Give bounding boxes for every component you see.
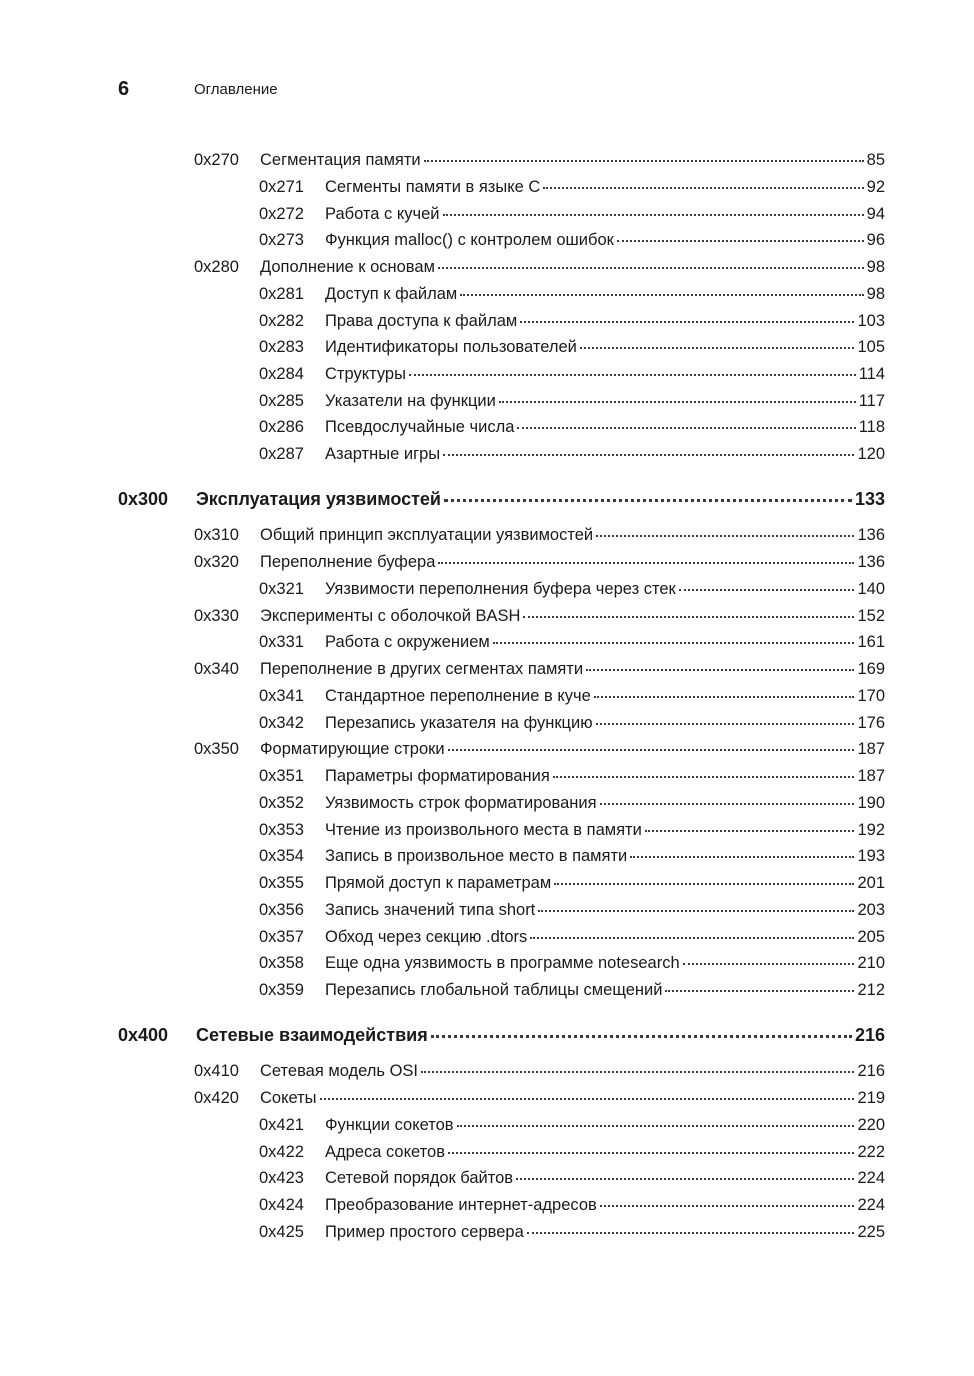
toc-entry[interactable]: [0, 255, 974, 279]
toc-entry-page: 161: [857, 633, 885, 651]
toc-entry[interactable]: [0, 764, 974, 788]
toc-entry-code: 0x282: [259, 312, 304, 330]
toc-entry[interactable]: [0, 925, 974, 949]
toc-entry-page: 203: [857, 901, 885, 919]
toc-entry-page: 98: [866, 285, 885, 303]
toc-entry-leader: [325, 202, 885, 226]
toc-entry-title: Функция malloc() с контролем ошибок: [325, 231, 614, 249]
toc-entry-leader: [325, 309, 885, 333]
toc-entry-page: 117: [858, 392, 885, 410]
toc-entry-title: Функции сокетов: [325, 1116, 454, 1134]
toc-entry-page: 152: [857, 607, 885, 625]
toc-entry-title: Преобразование интернет-адресов: [325, 1196, 597, 1214]
toc-entry-page: 210: [857, 954, 885, 972]
toc-entry[interactable]: [0, 228, 974, 252]
toc-entry[interactable]: [0, 844, 974, 868]
toc-entry[interactable]: [0, 898, 974, 922]
toc-entry-title: Форматирующие строки: [260, 740, 445, 758]
toc-entry-code: 0x321: [259, 580, 304, 598]
toc-entry-leader: [260, 1059, 885, 1083]
toc-entry-leader: [325, 871, 885, 895]
toc-entry-leader: [260, 604, 885, 628]
toc-entry-code: 0x286: [259, 418, 304, 436]
toc-entry[interactable]: [0, 711, 974, 735]
toc-entry-page: 169: [857, 660, 885, 678]
toc-entry-leader: [325, 415, 885, 439]
toc-entry-page: 140: [857, 580, 885, 598]
toc-entry-leader: [325, 175, 885, 199]
toc-entry-leader: [325, 1140, 885, 1164]
toc-entry[interactable]: [0, 148, 974, 172]
toc-entry-page: 220: [857, 1116, 885, 1134]
toc-entry[interactable]: [0, 282, 974, 306]
toc-entry-code: 0x357: [259, 928, 304, 946]
page-number: 6: [118, 78, 130, 100]
toc-entry[interactable]: [0, 818, 974, 842]
toc-entry[interactable]: [0, 1220, 974, 1244]
toc-entry[interactable]: [0, 737, 974, 761]
toc-entry-leader: [260, 737, 885, 761]
toc-entry-title: Перезапись указателя на функцию: [325, 714, 593, 732]
toc-entry-code: 0x420: [194, 1089, 239, 1107]
toc-entry-leader: [325, 577, 885, 601]
toc-entry-title: Переполнение буфера: [260, 553, 436, 571]
toc-entry-code: 0x350: [194, 740, 239, 758]
toc-entry-code: 0x310: [194, 526, 239, 544]
toc-entry[interactable]: [0, 871, 974, 895]
toc-entry-page: 98: [866, 258, 885, 276]
toc-entry-leader: [260, 255, 885, 279]
toc-entry-code: 0x355: [259, 874, 304, 892]
toc-entry-title: Сегментация памяти: [260, 151, 421, 169]
toc-entry-page: 224: [857, 1169, 885, 1187]
toc-entry[interactable]: [0, 684, 974, 708]
toc-entry-title: Обход через секцию .dtors: [325, 928, 528, 946]
toc-entry-code: 0x423: [259, 1169, 304, 1187]
toc-entry-title: Адреса сокетов: [325, 1143, 445, 1161]
toc-entry-title: Общий принцип эксплуатации уязвимостей: [260, 526, 594, 544]
toc-entry-title: Параметры форматирования: [325, 767, 550, 785]
toc-entry-page: 190: [857, 794, 885, 812]
toc-entry-title: Перезапись глобальной таблицы смещений: [325, 981, 663, 999]
toc-entry[interactable]: [0, 389, 974, 413]
toc-entry[interactable]: [0, 415, 974, 439]
toc-entry-page: 96: [866, 231, 885, 249]
toc-entry-code: 0x283: [259, 338, 304, 356]
toc-entry-code: 0x273: [259, 231, 304, 249]
toc-entry-page: 136: [857, 553, 885, 571]
toc-entry[interactable]: [0, 978, 974, 1002]
toc-entry-code: 0x351: [259, 767, 304, 785]
toc-entry-leader: [325, 335, 885, 359]
toc-entry-page: 225: [857, 1223, 885, 1241]
toc-entry-leader: [325, 898, 885, 922]
toc-entry-leader: [260, 148, 885, 172]
toc-entry-leader: [325, 282, 885, 306]
toc-entry-title: Прямой доступ к параметрам: [325, 874, 552, 892]
toc-entry[interactable]: [0, 1113, 974, 1137]
toc-entry-leader: [260, 550, 885, 574]
toc-entry[interactable]: [0, 1059, 974, 1083]
toc-entry-leader: [325, 442, 885, 466]
toc-entry-leader: [260, 523, 885, 547]
toc-entry-leader: [325, 1166, 885, 1190]
toc-entry-title: Права доступа к файлам: [325, 312, 518, 330]
toc-entry-leader: [260, 1086, 885, 1110]
toc-entry-title: Идентификаторы пользователей: [325, 338, 577, 356]
toc-entry-code: 0x341: [259, 687, 304, 705]
toc-entry[interactable]: [0, 577, 974, 601]
toc-entry[interactable]: [0, 657, 974, 681]
toc-entry[interactable]: [0, 202, 974, 226]
toc-entry-code: 0x359: [259, 981, 304, 999]
toc-entry-title: Указатели на функции: [325, 392, 496, 410]
toc-entry-code: 0x424: [259, 1196, 304, 1214]
toc-entry-page: 105: [857, 338, 885, 356]
toc-entry-page: 103: [857, 312, 885, 330]
toc-entry-page: 205: [857, 928, 885, 946]
toc-entry-code: 0x356: [259, 901, 304, 919]
toc-entry-code: 0x330: [194, 607, 239, 625]
toc-entry-page: 85: [866, 151, 885, 169]
toc-entry-title: Работа с кучей: [325, 205, 440, 223]
toc-entry-code: 0x287: [259, 445, 304, 463]
toc-entry[interactable]: [0, 630, 974, 654]
toc-entry-code: 0x270: [194, 151, 239, 169]
toc-entry[interactable]: [0, 442, 974, 466]
toc-entry-code: 0x331: [259, 633, 304, 651]
toc-entry-title: Сегменты памяти в языке C: [325, 178, 541, 196]
toc-entry[interactable]: [0, 1193, 974, 1217]
toc-entry-page: 176: [857, 714, 885, 732]
toc-entry-code: 0x358: [259, 954, 304, 972]
toc-entry-leader: [325, 389, 885, 413]
toc-entry-leader: [196, 487, 885, 511]
toc-entry-page: 170: [857, 687, 885, 705]
toc-entry-title: Уязвимости переполнения буфера через стек: [325, 580, 676, 598]
toc-entry-code: 0x340: [194, 660, 239, 678]
toc-entry[interactable]: [0, 335, 974, 359]
toc-entry-code: 0x421: [259, 1116, 304, 1134]
toc-entry-leader: [325, 1193, 885, 1217]
toc-entry-page: 136: [857, 526, 885, 544]
toc-entry-leader: [260, 657, 885, 681]
toc-entry-title: Дополнение к основам: [260, 258, 435, 276]
toc-entry-title: Азартные игры: [325, 445, 441, 463]
toc-entry-code: 0x271: [259, 178, 304, 196]
toc-entry-page: 192: [857, 821, 885, 839]
toc-entry-code: 0x352: [259, 794, 304, 812]
toc-entry-title: Переполнение в других сегментах памяти: [260, 660, 584, 678]
toc-entry-page: 216: [857, 1062, 885, 1080]
toc-entry-leader: [325, 684, 885, 708]
toc-chapter[interactable]: [0, 1023, 974, 1047]
toc-entry[interactable]: [0, 1166, 974, 1190]
toc-entry-code: 0x285: [259, 392, 304, 410]
toc-entry[interactable]: [0, 309, 974, 333]
toc-entry-title: Стандартное переполнение в куче: [325, 687, 591, 705]
toc-entry-leader: [325, 228, 885, 252]
toc-entry-page: 212: [857, 981, 885, 999]
toc-entry-page: 224: [857, 1196, 885, 1214]
toc-entry-page: 92: [866, 178, 885, 196]
toc-entry-leader: [325, 1220, 885, 1244]
toc-entry-title: Сетевой порядок байтов: [325, 1169, 514, 1187]
toc-entry-page: 187: [857, 767, 885, 785]
toc-entry-leader: [325, 818, 885, 842]
toc-entry-code: 0x281: [259, 285, 304, 303]
toc-entry-title: Доступ к файлам: [325, 285, 458, 303]
toc-entry-title: Запись в произвольное место в памяти: [325, 847, 628, 865]
toc-entry[interactable]: [0, 523, 974, 547]
toc-entry-title: Уязвимость строк форматирования: [325, 794, 597, 812]
toc-entry-code: 0x272: [259, 205, 304, 223]
toc-entry-title: Эксперименты с оболочкой BASH: [260, 607, 521, 625]
toc-entry-leader: [325, 1113, 885, 1137]
toc-entry-title: Псевдослучайные числа: [325, 418, 515, 436]
toc-entry-leader: [325, 630, 885, 654]
toc-entry-page: 120: [857, 445, 885, 463]
toc-entry-page: 187: [857, 740, 885, 758]
toc-entry-title: Сокеты: [260, 1089, 317, 1107]
toc-entry[interactable]: [0, 550, 974, 574]
toc-entry-leader: [325, 764, 885, 788]
toc-entry[interactable]: [0, 1140, 974, 1164]
toc-entry-leader: [325, 925, 885, 949]
toc-entry-code: 0x342: [259, 714, 304, 732]
toc-entry[interactable]: [0, 951, 974, 975]
toc-entry[interactable]: [0, 175, 974, 199]
toc-entry-title: Пример простого сервера: [325, 1223, 524, 1241]
toc-entry[interactable]: [0, 791, 974, 815]
toc-entry[interactable]: [0, 1086, 974, 1110]
toc-entry-code: 0x300: [118, 489, 169, 509]
toc-entry-page: 193: [857, 847, 885, 865]
toc-entry-page: 201: [857, 874, 885, 892]
toc-entry-leader: [325, 844, 885, 868]
toc-entry-page: 216: [854, 1025, 885, 1045]
toc-entry-title: Сетевые взаимодействия: [196, 1025, 428, 1045]
toc-entry-leader: [325, 711, 885, 735]
running-head: Оглавление: [194, 81, 278, 98]
toc-entry-code: 0x400: [118, 1025, 169, 1045]
toc-entry-leader: [325, 362, 885, 386]
toc-entry-leader: [325, 951, 885, 975]
toc-entry-code: 0x353: [259, 821, 304, 839]
toc-entry-leader: [325, 978, 885, 1002]
toc-entry-code: 0x425: [259, 1223, 304, 1241]
toc-entry-page: 118: [858, 418, 885, 436]
toc-entry[interactable]: [0, 604, 974, 628]
toc-entry-page: 219: [857, 1089, 885, 1107]
toc-entry[interactable]: [0, 362, 974, 386]
toc-entry-code: 0x410: [194, 1062, 239, 1080]
toc-chapter[interactable]: [0, 487, 974, 511]
toc-entry-title: Эксплуатация уязвимостей: [196, 489, 441, 509]
toc-entry-page: 133: [854, 489, 885, 509]
toc-entry-leader: [325, 791, 885, 815]
toc-entry-title: Сетевая модель OSI: [260, 1062, 419, 1080]
toc-entry-page: 114: [858, 365, 885, 383]
toc-entry-page: 222: [857, 1143, 885, 1161]
toc-entry-leader: [196, 1023, 885, 1047]
toc-entry-title: Еще одна уязвимость в программе notesearch: [325, 954, 680, 972]
toc-entry-code: 0x320: [194, 553, 239, 571]
toc-entry-code: 0x280: [194, 258, 239, 276]
toc-entry-code: 0x422: [259, 1143, 304, 1161]
toc-entry-title: Работа с окружением: [325, 633, 490, 651]
toc-entry-code: 0x284: [259, 365, 304, 383]
toc-entry-page: 94: [866, 205, 885, 223]
toc-entry-title: Запись значений типа short: [325, 901, 536, 919]
toc-entry-code: 0x354: [259, 847, 304, 865]
toc-entry-title: Структуры: [325, 365, 406, 383]
toc-entry-title: Чтение из произвольного места в памяти: [325, 821, 642, 839]
